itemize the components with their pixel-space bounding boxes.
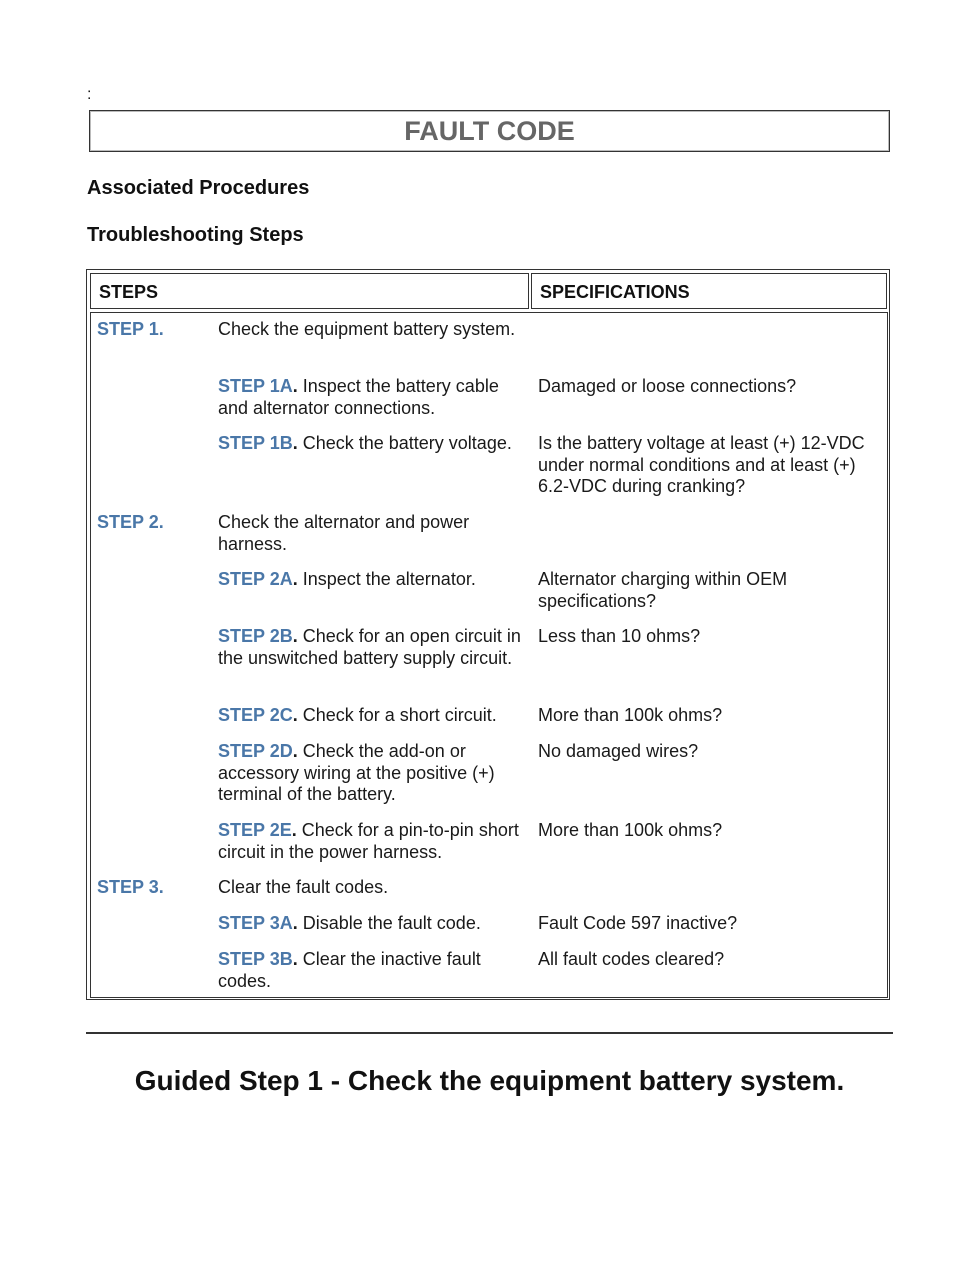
table-row: STEP 2D. Check the add-on or accessory wiring at the positive (+) terminal of the battery.: [218, 741, 495, 804]
associated-procedures-heading: Associated Procedures: [87, 177, 310, 199]
substep-label: STEP 2A: [218, 569, 293, 589]
step-description: Clear the fault codes.: [218, 877, 389, 897]
substep-description: Check for a short circuit.: [297, 705, 497, 725]
substep-label: STEP 2D: [218, 741, 293, 761]
fault-code-title: FAULT CODE: [89, 110, 890, 152]
colon-mark: :: [87, 86, 92, 103]
steps-column-header: STEPS: [90, 273, 529, 309]
table-row: STEP 2C. Check for a short circuit.: [218, 705, 497, 725]
specifications-column-header: SPECIFICATIONS: [531, 273, 887, 309]
step-specification: Less than 10 ohms?: [538, 626, 701, 646]
substep-description: Inspect the battery cable and alternator connections.: [218, 376, 499, 418]
step-description: Check the alternator and power harness.: [218, 512, 470, 554]
step-specification: Alternator charging within OEM specifications?: [538, 569, 788, 611]
troubleshooting-steps-heading: Troubleshooting Steps: [87, 224, 304, 246]
substep-label: STEP 2C: [218, 705, 293, 725]
substep-description: Check the add-on or accessory wiring at the positive (+) terminal of the battery.: [218, 741, 495, 804]
substep-description: Check for an open circuit in the unswitched battery supply circuit.: [218, 626, 521, 668]
substep-label: STEP 1A: [218, 376, 293, 396]
substep-label: STEP 2E: [218, 820, 292, 840]
step-label: STEP 2.: [97, 512, 164, 532]
guided-step-heading: Guided Step 1 - Check the equipment battery system.: [134, 1065, 845, 1096]
table-row: STEP 2B. Check for an open circuit in the unswitched battery supply circuit.: [218, 626, 521, 668]
substep-label: STEP 3A: [218, 913, 293, 933]
step-label: STEP 1.: [97, 319, 164, 339]
step-specification: Is the battery voltage at least (+) 12-VDC under normal conditions and at least (+) 6.2-VDC during cranking?: [538, 433, 865, 496]
table-row: STEP 2E. Check for a pin-to-pin short circuit in the power harness.: [218, 820, 519, 862]
table-row: STEP 3A. Disable the fault code.: [218, 913, 481, 933]
step-label: STEP 3.: [97, 877, 164, 897]
step-specification: Damaged or loose connections?: [538, 376, 797, 396]
step-specification: No damaged wires?: [538, 741, 699, 761]
substep-description: Inspect the alternator.: [297, 569, 476, 589]
step-specification: More than 100k ohms?: [538, 820, 723, 840]
substep-label: STEP 2B: [218, 626, 293, 646]
step-specification: All fault codes cleared?: [538, 949, 725, 969]
substep-description: Clear the inactive fault codes.: [218, 949, 481, 991]
section-divider: [86, 1032, 893, 1034]
table-row: STEP 1B. Check the battery voltage.: [218, 433, 512, 453]
substep-description: Check the battery voltage.: [297, 433, 512, 453]
table-row: STEP 3B. Clear the inactive fault codes.: [218, 949, 481, 991]
step-specification: Fault Code 597 inactive?: [538, 913, 738, 933]
step-specification: More than 100k ohms?: [538, 705, 723, 725]
substep-label: STEP 3B: [218, 949, 293, 969]
table-row: STEP 1A. Inspect the battery cable and alternator connections.: [218, 376, 499, 418]
substep-description: Disable the fault code.: [297, 913, 481, 933]
table-row: STEP 2A. Inspect the alternator.: [218, 569, 476, 589]
substep-description: Check for a pin-to-pin short circuit in the power harness.: [218, 820, 519, 862]
step-description: Check the equipment battery system.: [218, 319, 516, 339]
substep-label: STEP 1B: [218, 433, 293, 453]
